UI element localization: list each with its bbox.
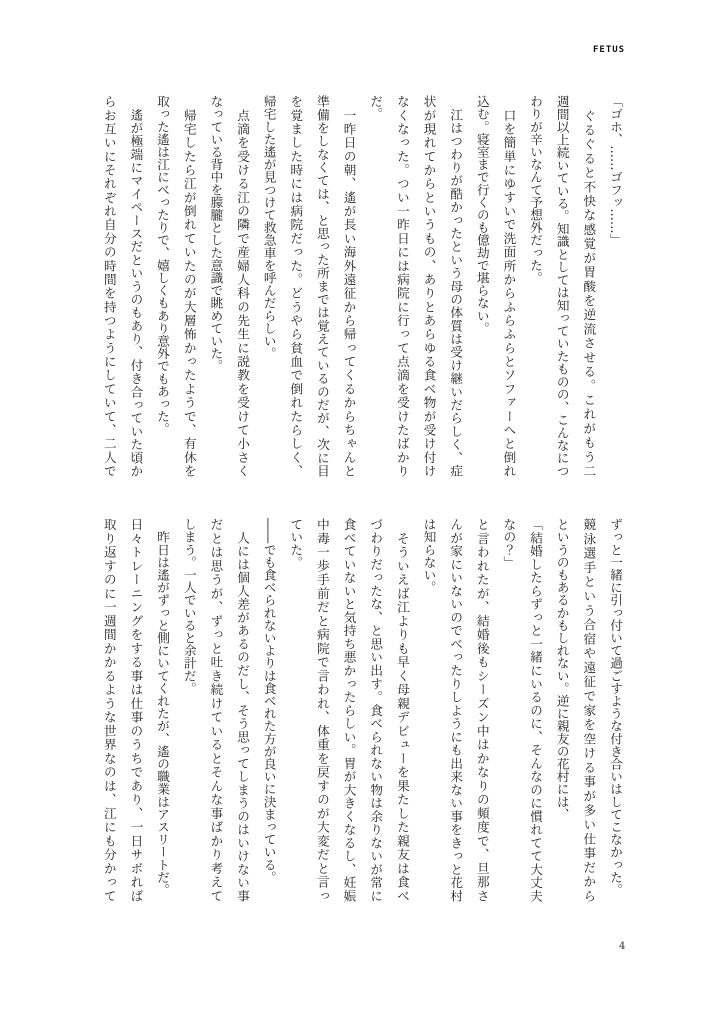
text-column: らお互いにそれぞれ自分の時間を持つようにしていて、二人で: [101, 95, 117, 477]
text-block-top: [95, 95, 628, 477]
text-column: というのもあるかもしれない。逆に親友の花村には、: [554, 518, 570, 821]
text-column: 中毒一歩手前だと病院で言われ、体重を戻すのが大変だと言っ: [314, 518, 330, 902]
text-column: 遙が極端にマイペースだというのもあり、付き合っていた頃か: [128, 95, 144, 477]
text-column: 口を簡単にゆすいで洗面所からふらふらとソファーへと倒れ: [501, 95, 517, 477]
text-column: なの？」: [501, 518, 517, 569]
text-column: んが家にいないのでべったりしようにも出来ない事をきっと花村: [448, 518, 464, 902]
text-column: は知らない。: [421, 518, 437, 594]
text-column: 「ゴホ、……ゴフッ……」: [608, 95, 623, 247]
text-column: ぐるぐると不快な感覚が胃酸を逆流させる。これがもう二: [581, 95, 597, 477]
page-number: 4: [619, 941, 626, 952]
text-column: と言われたが、結婚後もシーズン中はかなりの頻度で、旦那さ: [474, 518, 490, 902]
text-column: 取り返すのに一週間かかるような世界なのは、江にも分かって: [101, 518, 117, 902]
text-block-bottom: [95, 518, 628, 902]
text-column: づわりだったな、と思い出す。食べられない物は余りないが常に: [368, 518, 384, 902]
running-title: FETUS: [593, 45, 626, 55]
text-column: しまう。一人でいると余計だ。: [181, 518, 197, 695]
text-column: 込む。寝室まで行くのも億劫で堪らない。: [474, 95, 490, 335]
text-column: ――でも食べられないよりは食べれた方が良いに決まっている。: [261, 518, 277, 884]
text-column: そういえば江よりも早く母親デビューを果たした親友は食べ: [394, 518, 410, 902]
text-column: 江はつわりが酷かったという母の体質は受け継いだらしく、症: [448, 95, 464, 477]
text-column: 一昨日の朝、遙が長い海外遠征から帰ってくるからちゃんと: [341, 95, 357, 477]
text-column: 点滴を受ける江の隣で産婦人科の先生に説教を受けて小さく: [235, 95, 251, 477]
text-column: 競泳選手という合宿や遠征で家を空ける事が多い仕事だから: [581, 518, 597, 902]
text-column: 準備をしなくては、と思った所までは覚えているのだが、次に目: [314, 95, 330, 477]
text-column: 帰宅した遙が見つけて救急車を呼んだらしい。: [261, 95, 277, 360]
text-column: 人には個人差があるのだし、そう思ってしまうのはいけない事: [235, 518, 251, 902]
text-column: を覚ました時には病院だった。どうやら貧血で倒れたらしく、: [288, 95, 304, 477]
text-column: なっている背中を朦朧とした意識で眺めていた。: [208, 95, 224, 373]
text-column: 帰宅したら江が倒れていたのが大層怖かったようで、有休を: [181, 95, 197, 477]
text-column: 昨日は遙がずっと側にいてくれたが、遙の職業はアスリートだ。: [155, 518, 171, 896]
text-column: 週間以上続いている。知識としては知っていたものの、こんなにつ: [554, 95, 570, 477]
text-column: 取った遙は江にべったりで、嬉しくもあり意外でもあった。: [155, 95, 171, 436]
text-column: 「結婚したらずっと一緒にいるのに、そんなのに慣れてて大丈夫: [528, 518, 544, 902]
text-column: ていた。: [288, 518, 304, 569]
text-column: なくなった。つい一昨日には病院に行って点滴を受けたばかり: [394, 95, 410, 477]
text-column: 食べていないと気持ち悪かったらしい。胃が大きくなるし、妊娠: [341, 518, 357, 902]
text-column: 状が現れてからというもの、ありとあらゆる食べ物が受け付け: [421, 95, 437, 477]
text-column: ずっと一緒に引っ付いて過ごすような付き合いはしてこなかった。: [608, 518, 623, 896]
text-column: 日々トレーニングをする事は仕事のうちであり、一日サボれば: [128, 518, 144, 902]
text-column: わりが辛いなんて予想外だった。: [528, 95, 544, 284]
text-column: だ。: [368, 95, 384, 121]
text-column: だとは思うが、ずっと吐き続けているとそんな事ばかり考えて: [208, 518, 224, 902]
